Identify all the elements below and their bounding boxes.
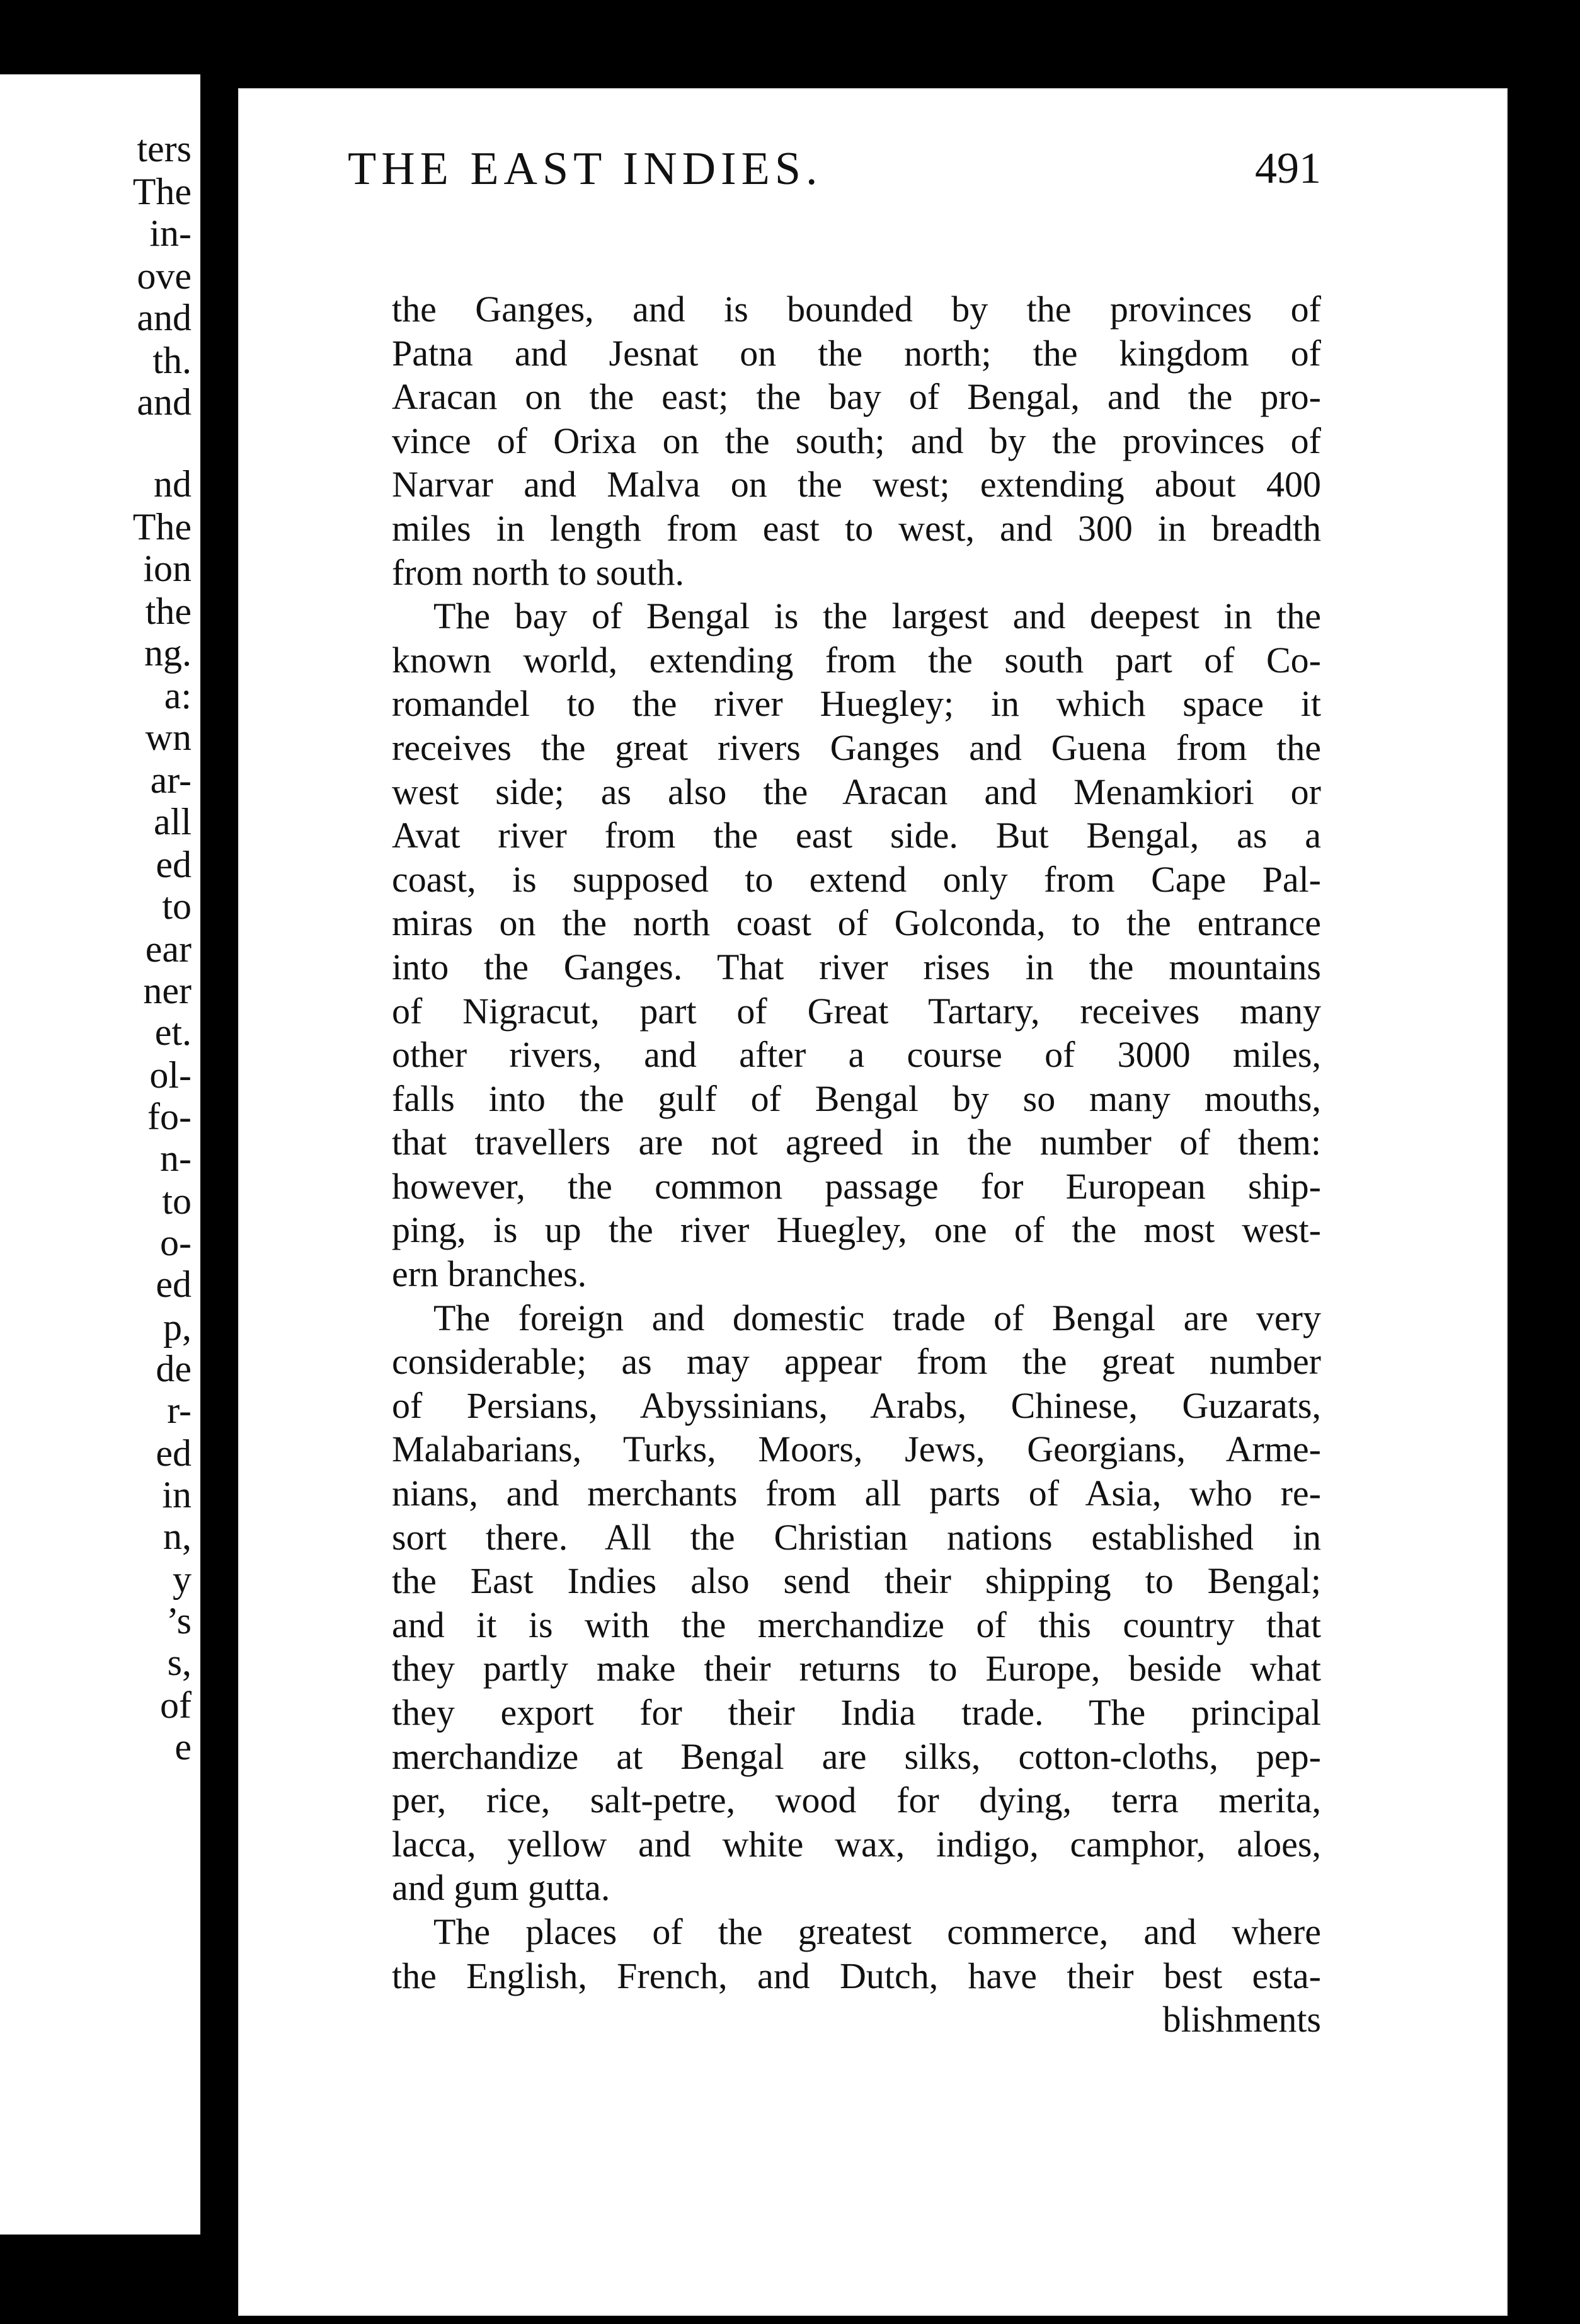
- previous-page-line-end: ed: [156, 844, 192, 885]
- previous-page-line-end: y: [173, 1558, 192, 1600]
- text-line: romandel to the river Huegley; in which space it: [392, 683, 1321, 725]
- previous-page-line-end: ed: [156, 1263, 192, 1305]
- text-line: however, the common passage for European ship-: [392, 1165, 1321, 1207]
- previous-page-line-end: ear: [145, 928, 192, 970]
- text-line: that travellers are not agreed in the number of them:: [392, 1122, 1321, 1163]
- previous-page-line-end: ner: [143, 970, 192, 1011]
- previous-page-text-fragments: [0, 74, 200, 2235]
- text-line: Avat river from the east side. But Bengal, as a: [392, 815, 1321, 856]
- text-line: ern branches.: [392, 1253, 587, 1295]
- previous-page-line-end: ar-: [150, 759, 192, 801]
- previous-page-line-end: nd: [154, 463, 192, 505]
- previous-page-line-end: o-: [160, 1222, 192, 1263]
- text-line: other rivers, and after a course of 3000 miles,: [392, 1034, 1321, 1076]
- paragraph: [392, 287, 1321, 594]
- previous-page-line-end: the: [145, 590, 192, 632]
- previous-page-line-end: a:: [164, 675, 192, 716]
- text-line: receives the great rivers Ganges and Guena from the: [392, 727, 1321, 768]
- text-line: The foreign and domestic trade of Bengal are very: [433, 1297, 1321, 1338]
- page-number: 491: [1255, 144, 1321, 193]
- text-line: lacca, yellow and white wax, indigo, camphor, aloes,: [392, 1823, 1321, 1865]
- previous-page-line-end: ’s: [166, 1600, 192, 1642]
- previous-page-line-end: of: [160, 1684, 192, 1726]
- text-line: they partly make their returns to Europe, beside what: [392, 1648, 1321, 1689]
- text-line: miles in length from east to west, and 300 in breadth: [392, 507, 1321, 549]
- previous-page-line-end: in: [162, 1474, 192, 1516]
- text-line: into the Ganges. That river rises in the mountains: [392, 946, 1321, 987]
- text-line: The places of the greatest commerce, and where: [433, 1911, 1321, 1952]
- text-line: of Persians, Abyssinians, Arabs, Chinese, Guzarats,: [392, 1384, 1321, 1426]
- previous-page-line-end: ion: [143, 548, 192, 589]
- text-line: the Ganges, and is bounded by the provinces of: [392, 289, 1321, 330]
- text-line: west side; as also the Aracan and Menamkiori or: [392, 771, 1321, 812]
- previous-page-line-end: and: [137, 297, 192, 338]
- previous-page-line-end: de: [156, 1348, 192, 1389]
- text-line: of Nigracut, part of Great Tartary, receives many: [392, 990, 1321, 1032]
- previous-page-line-end: e: [175, 1726, 192, 1768]
- text-line: falls into the gulf of Bengal by so many mouths,: [392, 1078, 1321, 1119]
- text-line: from north to south.: [392, 551, 684, 593]
- previous-page-line-end: n-: [160, 1137, 192, 1179]
- previous-page-line-end: n,: [163, 1516, 192, 1557]
- text-line: Narvar and Malva on the west; extending about 400: [392, 464, 1321, 505]
- previous-page-line-end: fo-: [147, 1096, 192, 1137]
- text-line: miras on the north coast of Golconda, to the entrance: [392, 902, 1321, 944]
- text-line: and gum gutta.: [392, 1867, 610, 1909]
- text-line: known world, extending from the south part of Co-: [392, 639, 1321, 681]
- catchword: blishments: [1162, 1999, 1321, 2040]
- previous-page-line-end: to: [162, 1180, 192, 1222]
- text-line: coast, is supposed to extend only from Cape Pal-: [392, 858, 1321, 900]
- running-head: THE EAST INDIES.: [348, 143, 823, 195]
- text-line: considerable; as may appear from the great number: [392, 1341, 1321, 1383]
- previous-page-line-end: ed: [156, 1432, 192, 1474]
- text-line: Patna and Jesnat on the north; the kingdom of: [392, 332, 1321, 374]
- previous-page-line-end: ters: [137, 128, 192, 170]
- previous-page-line-end: in-: [149, 212, 192, 254]
- previous-page-line-end: ol-: [149, 1054, 192, 1096]
- paragraph: [392, 594, 1321, 1296]
- text-line: Aracan on the east; the bay of Bengal, and the pro-: [392, 376, 1321, 418]
- text-line: the English, French, and Dutch, have their best esta-: [392, 1955, 1321, 1996]
- previous-page-fragment: [0, 74, 200, 2235]
- text-line: sort there. All the Christian nations established in: [392, 1516, 1321, 1558]
- text-line: Malabarians, Turks, Moors, Jews, Georgians, Arme-: [392, 1429, 1321, 1470]
- text-line: merchandize at Bengal are silks, cotton-cloths, pep-: [392, 1735, 1321, 1777]
- paragraph: [392, 1910, 1321, 1998]
- previous-page-line-end: et.: [154, 1011, 192, 1053]
- text-line: ping, is up the river Huegley, one of the most west-: [392, 1209, 1321, 1251]
- paragraph: [392, 1296, 1321, 1910]
- text-line: and it is with the merchandize of this country that: [392, 1604, 1321, 1645]
- previous-page-line-end: The: [132, 171, 192, 212]
- text-line: the East Indies also send their shipping to Bengal;: [392, 1560, 1321, 1602]
- previous-page-line-end: s,: [167, 1642, 192, 1683]
- book-gutter: [200, 0, 238, 2324]
- text-line: nians, and merchants from all parts of Asia, who re-: [392, 1473, 1321, 1514]
- text-line: The bay of Bengal is the largest and deepest in the: [433, 595, 1321, 637]
- page-header: [348, 137, 1321, 200]
- previous-page-line-end: wn: [145, 716, 192, 758]
- previous-page-line-end: ng.: [144, 632, 192, 674]
- text-line: vince of Orixa on the south; and by the provinces of: [392, 420, 1321, 461]
- text-line: they export for their India trade. The principal: [392, 1692, 1321, 1733]
- text-line: per, rice, salt-petre, wood for dying, terra merita,: [392, 1780, 1321, 1821]
- previous-page-line-end: r-: [167, 1389, 192, 1431]
- paragraph-list: [392, 287, 1321, 1998]
- previous-page-line-end: all: [154, 801, 192, 843]
- previous-page-line-end: p,: [163, 1306, 192, 1348]
- body-text: [392, 287, 1321, 2042]
- previous-page-line-end: and: [137, 381, 192, 423]
- previous-page-line-end: The: [132, 506, 192, 548]
- previous-page-line-end: ove: [137, 255, 192, 297]
- previous-page-line-end: to: [162, 885, 192, 927]
- previous-page-line-end: th.: [152, 340, 192, 381]
